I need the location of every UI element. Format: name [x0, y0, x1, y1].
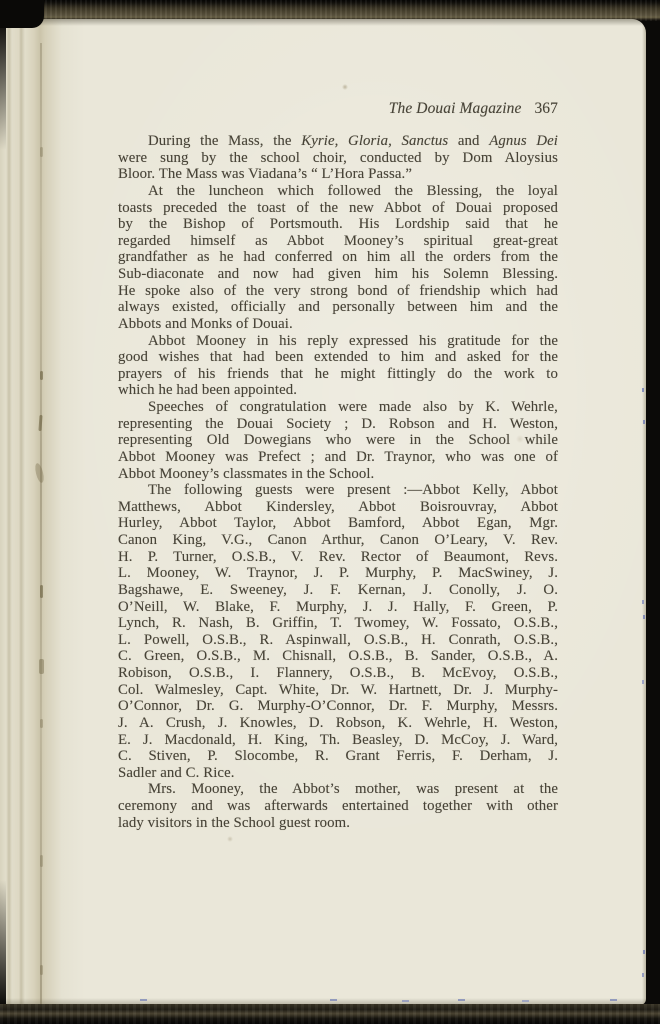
text-line: Hurley, Abbot Taylor, Abbot Bamford, Abbot Egan, Mgr. [118, 515, 558, 532]
text-line: representing Old Dowegians who were in the School while [118, 432, 558, 449]
book-cover-top-edge [0, 0, 660, 21]
text-line: J. A. Crush, J. Knowles, D. Robson, K. Wehrle, H. Weston, [118, 714, 558, 731]
text-line: Abbot Mooney in his reply expressed his gratitude for the [148, 332, 558, 349]
text-line: were sung by the school choir, conducted by Dom Aloysius [118, 149, 558, 166]
text-line: good wishes that had been extended to him and asked for the [118, 349, 558, 366]
text-line: At the luncheon which followed the Blessing, the loyal [148, 182, 558, 199]
text-line: which he had been appointed. [118, 382, 298, 399]
text-line: Robison, O.S.B., I. Flannery, O.S.B., B. McEvoy, O.S.B., [118, 665, 558, 681]
text-line: L. Powell, O.S.B., R. Aspinwall, O.S.B., H. Conrath, O.S.B., [118, 631, 558, 648]
binding-stitch [40, 147, 43, 157]
text-line: O’Neill, W. Blake, F. Murphy, J. J. Hally, F. Green, P. [118, 598, 558, 615]
printed-text-block [118, 100, 558, 831]
text-line: Bloor. The Mass was Viadana’s “ L’Hora Passa.” [118, 166, 412, 183]
text-line: Abbot Mooney was Prefect ; and Dr. Traynor, who was one of [118, 448, 558, 465]
binding-stitch [40, 719, 43, 728]
page-edge-marbling-right [642, 388, 644, 392]
text-line: Speeches of congratulation were made also by K. Wehrle, [148, 399, 558, 415]
text-line: ceremony and was afterwards entertained together with other [118, 798, 558, 814]
cover-shadow-left-bottom [0, 880, 6, 1006]
text-line: regarded himself as Abbot Mooney’s spiritual great-great [118, 232, 558, 249]
book-cover-bottom-edge [0, 1004, 660, 1024]
text-line: always existed, officially and personally between him and the [118, 299, 558, 316]
text-line: Lynch, R. Nash, B. Griffin, T. Twomey, W. Fossato, O.S.B., [118, 615, 558, 632]
text-line: C. Stiven, P. Slocombe, R. Grant Ferris, F. Derham, J. [118, 748, 558, 765]
text-line: Matthews, Abbot Kindersley, Abbot Boisrouvray, Abbot [118, 498, 558, 515]
book-cover-corner [0, 0, 44, 28]
text-line: Abbot Mooney’s classmates in the School. [118, 465, 375, 482]
text-line: Sub-diaconate and now had given him his Solemn Blessing. [118, 266, 558, 282]
journal-title: The Douai Magazine [388, 100, 522, 117]
binding-seam [40, 43, 42, 1021]
text-line: Sadler and C. Rice. [118, 764, 235, 781]
binding-stitch [40, 585, 43, 598]
text-line: lady visitors in the School guest room. [118, 814, 351, 831]
page-body [118, 133, 558, 831]
page-edge-marbling-bottom [140, 999, 147, 1001]
binding-stitch [40, 371, 43, 380]
text-line: Canon King, V.G., Canon Arthur, Canon O’Leary, V. Rev. [118, 532, 558, 548]
text-line: grandfather as he had conferred on him all the orders from the [118, 249, 558, 266]
text-line: prayers of his friends that he might fittingly do the work to [118, 365, 558, 382]
text-line: L. Mooney, W. Traynor, J. P. Murphy, P. MacSwiney, J. [118, 565, 558, 582]
text-line: O’Connor, Dr. G. Murphy-O’Connor, Dr. F. Murphy, Messrs. [118, 698, 558, 715]
text-line: C. Green, O.S.B., M. Chisnall, O.S.B., B. Sander, O.S.B., A. [118, 648, 558, 665]
text-line: E. J. Macdonald, H. King, Th. Beasley, D. McCoy, J. Ward, [118, 731, 558, 748]
cover-shadow-left-top [0, 20, 6, 150]
text-line: Col. Walmesley, Capt. White, Dr. W. Hartnett, Dr. J. Murphy- [118, 681, 558, 698]
text-line: The following guests were present :—Abbot Kelly, Abbot [148, 482, 558, 499]
text-line: He spoke also of the very strong bond of friendship which had [118, 282, 558, 299]
binding-stitch [34, 462, 46, 483]
binding-stitch [40, 855, 43, 867]
text-line: toasts preceded the toast of the new Abbot of Douai proposed [118, 199, 558, 216]
binding-stitch [39, 659, 44, 674]
text-line: Bagshawe, E. Sweeney, J. F. Kernan, J. Conolly, J. O. [118, 581, 558, 598]
running-header [118, 100, 558, 117]
text-line: by the Bishop of Portsmouth. His Lordship said that he [118, 216, 558, 233]
text-line: During the Mass, the Kyrie, Gloria, Sanctus and Agnus Dei [148, 133, 558, 149]
binding-stitch [40, 965, 43, 975]
page-number: 367 [534, 100, 558, 117]
text-line: H. P. Turner, O.S.B., V. Rev. Rector of Beaumont, Revs. [118, 548, 558, 565]
text-line: representing the Douai Society ; D. Robson and H. Weston, [118, 415, 558, 432]
text-line: Mrs. Mooney, the Abbot’s mother, was present at the [148, 781, 558, 798]
text-line: Abbots and Monks of Douai. [118, 315, 293, 332]
